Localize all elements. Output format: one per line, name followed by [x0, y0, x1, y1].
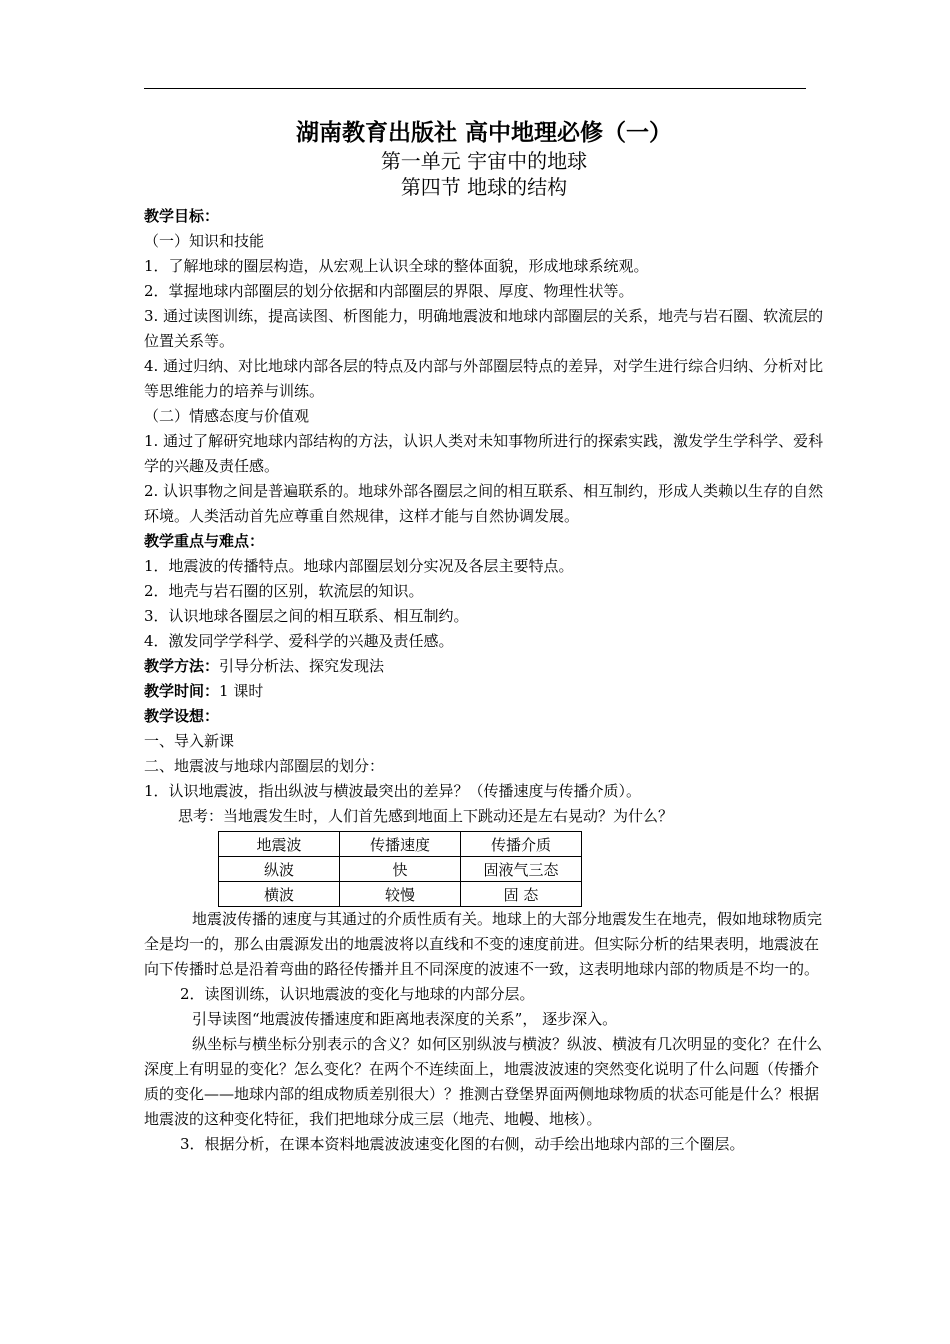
keypoint-item-1: 1．地震波的传播特点。地球内部圈层划分实况及各层主要特点。	[144, 557, 574, 575]
paragraph-questions: 纵坐标与横坐标分别表示的含义？如何区别纵波与横波？纵波、横波有几次明显的变化？在什么深度上有明显的变化？怎么变化？在两个不连续面上，地震波波速的突然变化说明了什么问题（传播介质的变化——地球内部的组成物质差别很大）？推测古登堡界面两侧地球物质的状态可能是什么？根据地震波的这种变化特征，我们把地球分成三层（地壳、地幔、地核）。	[144, 1035, 823, 1128]
design-step-2: 二、地震波与地球内部圈层的划分：	[144, 757, 385, 775]
table-cell: 纵波	[219, 857, 340, 882]
method-label: 教学方法：	[144, 657, 220, 675]
table-cell: 横波	[219, 882, 340, 907]
unit-title: 第一单元 宇宙中的地球	[380, 149, 588, 173]
paragraph-wave-speed: 地震波传播的速度与其通过的介质性质有关。地球上的大部分地震发生在地壳，假如地球物质完全是均一的，那么由震源发出的地震波将以直线和不变的速度前进。但实际分析的结果表明，地震波在向下传播时总是沿着弯曲的路径传播并且不同深度的波速不一致，这表明地球内部的物质是不均一的。	[144, 910, 823, 978]
table-header-cell: 地震波	[219, 832, 340, 857]
document-title: 湖南教育出版社 高中地理必修（一）	[295, 119, 672, 146]
document-body	[144, 118, 824, 1157]
table-cell: 固液气三态	[461, 857, 582, 882]
knowledge-item-4: 4. 通过归纳、对比地球内部各层的特点及内部与外部圈层特点的差异，对学生进行综合归纳、分析对比等思维能力的培养与训练。	[144, 357, 824, 400]
method-line	[144, 654, 824, 679]
method-value: 引导分析法、探究发现法	[219, 657, 385, 675]
keypoint-item-2: 2．地壳与岩石圈的区别，软流层的知识。	[144, 582, 424, 600]
time-value: 1 课时	[219, 682, 264, 700]
time-label: 教学时间：	[144, 682, 220, 700]
time-line	[144, 679, 824, 704]
table-row	[219, 882, 582, 907]
design-point-1: 1．认识地震波，指出纵波与横波最突出的差异？（传播速度与传播介质）。	[144, 782, 642, 800]
table-header-cell: 传播速度	[340, 832, 461, 857]
emotion-item-1: 1. 通过了解研究地球内部结构的方法，认识人类对未知事物所进行的探索实践，激发学生学科学、爱科学的兴趣及责任感。	[144, 432, 824, 475]
table-cell: 固 态	[461, 882, 582, 907]
design-step-1: 一、导入新课	[144, 732, 235, 750]
emotion-item-2: 2. 认识事物之间是普遍联系的。地球外部各圈层之间的相互联系、相互制约，形成人类赖以生存的自然环境。人类活动首先应尊重自然规律，这样才能与自然协调发展。	[144, 482, 824, 525]
knowledge-item-1: 1．了解地球的圈层构造，从宏观上认识全球的整体面貌，形成地球系统观。	[144, 257, 649, 275]
table-row	[219, 857, 582, 882]
table-cell: 较慢	[340, 882, 461, 907]
emotion-subheading: （二）情感态度与价值观	[144, 407, 310, 425]
keypoints-heading: 教学重点与难点：	[144, 532, 265, 550]
design-think: 思考：当地震发生时，人们首先感到地面上下跳动还是左右晃动？为什么？	[178, 807, 674, 825]
knowledge-item-2: 2．掌握地球内部圈层的划分依据和内部圈层的界限、厚度、物理性状等。	[144, 282, 634, 300]
design-point-2: 2．读图训练，认识地震波的变化与地球的内部分层。	[180, 985, 535, 1003]
design-heading: 教学设想：	[144, 707, 220, 725]
knowledge-subheading: （一）知识和技能	[144, 232, 265, 250]
header-rule	[144, 88, 806, 89]
seismic-wave-table	[218, 831, 582, 907]
goals-heading: 教学目标：	[144, 207, 220, 225]
design-guide: 引导读图“地震波传播速度和距离地表深度的关系”， 逐步深入。	[192, 1010, 618, 1028]
knowledge-item-3: 3. 通过读图训练，提高读图、析图能力，明确地震波和地球内部圈层的关系，地壳与岩石圈、软流层的位置关系等。	[144, 307, 824, 350]
table-cell: 快	[340, 857, 461, 882]
table-header-row	[219, 832, 582, 857]
keypoint-item-4: 4．激发同学学科学、爱科学的兴趣及责任感。	[144, 632, 454, 650]
design-point-3: 3．根据分析，在课本资料地震波波速变化图的右侧，动手绘出地球内部的三个圈层。	[180, 1135, 745, 1153]
section-title: 第四节 地球的结构	[400, 175, 568, 199]
table-header-cell: 传播介质	[461, 832, 582, 857]
keypoint-item-3: 3．认识地球各圈层之间的相互联系、相互制约。	[144, 607, 469, 625]
